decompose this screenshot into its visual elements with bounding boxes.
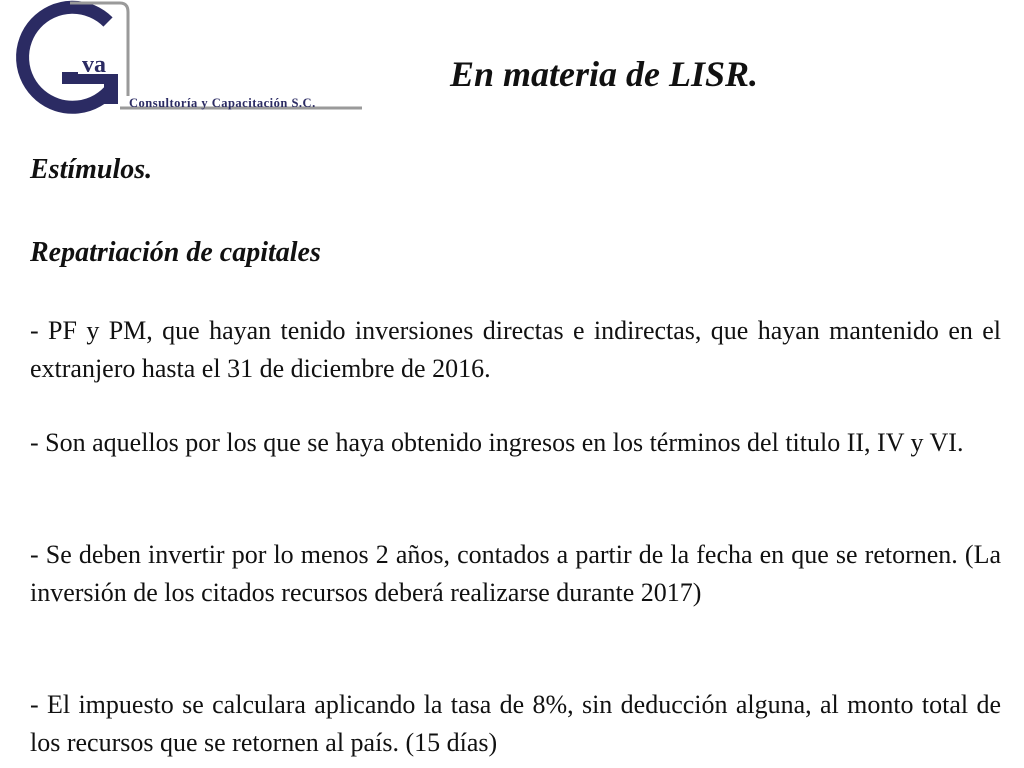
- paragraph-1: - PF y PM, que hayan tenido inversiones directas e indirectas, que hayan mantenido en el extranjero hasta el 31 de diciembre de 2016.: [30, 316, 1001, 383]
- subsection-heading: Repatriación de capitales: [30, 237, 321, 268]
- paragraph-4: - El impuesto se calculara aplicando la tasa de 8%, sin deducción alguna, al monto total de los recursos que se retornen al país. (15 días): [30, 690, 1001, 757]
- svg-text:va: va: [82, 52, 106, 78]
- paragraph-3: - Se deben invertir por lo menos 2 años, contados a partir de la fecha en que se retornen. (La inversión de los citados recursos deberá realizarse durante 2017): [30, 540, 1001, 607]
- section-heading: Estímulos.: [30, 154, 153, 185]
- paragraph-2: - Son aquellos por los que se haya obtenido ingresos en los términos del titulo II, IV y VI.: [30, 428, 964, 457]
- slide-title: En materia de LISR.: [450, 54, 759, 94]
- company-logo: [0, 0, 370, 120]
- logo-caption: Consultoría y Capacitación S.C.: [129, 96, 316, 110]
